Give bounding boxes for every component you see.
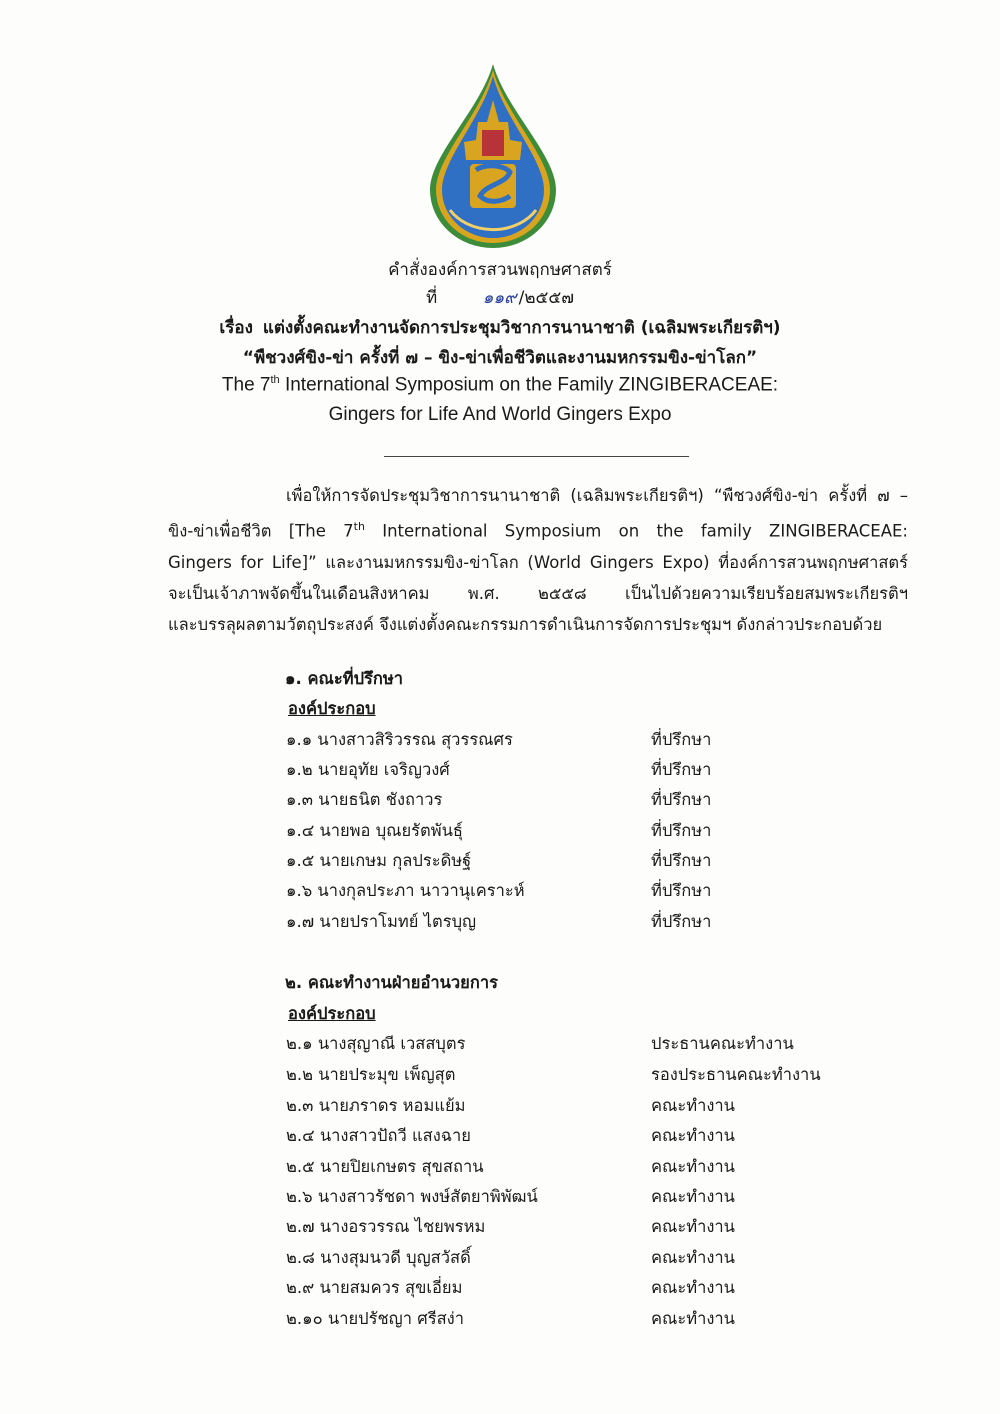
member-row [286, 727, 846, 755]
member-row [286, 1245, 846, 1273]
member-name: ๒.๓ นายภราดร หอมแย้ม [286, 1096, 466, 1115]
body-line-1: เพื่อให้การจัดประชุมวิชาการนานาชาติ (เฉลิมพระเกียรติฯ) “พืชวงศ์ขิง-ข่า ครั้งที่ ๗ – [286, 486, 908, 505]
member-row [286, 1062, 846, 1090]
member-row [286, 1093, 846, 1121]
divider-rule [384, 456, 689, 457]
member-role: คณะทำงาน [651, 1096, 735, 1115]
member-name: ๒.๒ นายประมุข เพ็ญสุต [286, 1065, 456, 1084]
english-title-pre: The 7 [221, 374, 271, 396]
member-name: ๑.๖ นางกุลประภา นาวานุเคราะห์ [286, 881, 525, 900]
subject-line-2: “พืชวงศ์ขิง-ข่า ครั้งที่ ๗ – ขิง-ข่าเพื่อชีวิตและงานมหกรรมขิง-ข่าโลก” [242, 348, 758, 368]
member-row [286, 1123, 846, 1151]
member-role: คณะทำงาน [651, 1126, 735, 1145]
member-row [286, 909, 846, 937]
member-role: คณะทำงาน [651, 1187, 735, 1206]
member-name: ๑.๒ นายอุทัย เจริญวงศ์ [286, 760, 450, 779]
order-number-line [0, 284, 1000, 311]
member-role: รองประธานคณะทำงาน [651, 1065, 821, 1084]
member-role: ที่ปรึกษา [651, 821, 712, 840]
body-line-2-pre: ขิง-ข่าเพื่อชีวิต [The 7 [168, 521, 354, 541]
member-role: ที่ปรึกษา [651, 912, 712, 931]
member-name: ๒.๕ นายปิยเกษตร สุขสถาน [286, 1157, 484, 1176]
body-line-4: จะเป็นเจ้าภาพจัดขึ้นในเดือนสิงหาคม พ.ศ. ๒๕๕๘ เป็นไปด้วยความเรียบร้อยสมพระเกียรติฯ [168, 583, 908, 603]
member-row [286, 787, 846, 815]
member-name: ๑.๓ นายธนิต ชังถาวร [286, 790, 443, 809]
section-1-title: ๑. คณะที่ปรึกษา [285, 669, 404, 688]
member-row [286, 1184, 846, 1212]
english-title-sup: th [270, 374, 280, 386]
member-name: ๑.๕ นายเกษม กุลประดิษฐ์ [286, 851, 472, 870]
member-role: ที่ปรึกษา [651, 760, 712, 779]
member-name: ๒.๘ นางสุมนวดี บุญสวัสดิ์ [286, 1248, 471, 1267]
member-row [286, 1306, 846, 1334]
body-line-2 [168, 511, 908, 547]
member-role: ที่ปรึกษา [651, 881, 712, 900]
member-role: คณะทำงาน [651, 1278, 735, 1297]
member-row [286, 1031, 846, 1059]
member-name: ๒.๑๐ นายปรัชญา ศรีสง่า [286, 1309, 464, 1328]
member-row [286, 757, 846, 785]
order-year: /๒๕๕๗ [518, 288, 575, 308]
subject-label: เรื่อง [219, 318, 253, 338]
member-row [286, 1214, 846, 1242]
english-title-post: International Symposium on the Family ZINGIBERACEAE: [279, 374, 779, 396]
member-name: ๒.๙ นายสมควร สุขเอี่ยม [286, 1278, 463, 1297]
member-name: ๑.๔ นายพอ บุณยรัตพันธุ์ [286, 821, 463, 840]
body-line-2-sup: th [353, 520, 365, 533]
member-row [286, 1154, 846, 1182]
body-line-2-post: International Symposium on the family ZINGIBERACEAE: [364, 521, 908, 541]
body-line-3: Gingers for Life]” และงานมหกรรมขิง-ข่าโลก (World Gingers Expo) ที่องค์การสวนพฤกษศาสตร์ [168, 552, 908, 572]
member-role: ที่ปรึกษา [651, 730, 712, 749]
section-2-composition: องค์ประกอบ [288, 1004, 376, 1023]
member-name: ๒.๔ นางสาวปัถวี แสงฉาย [286, 1126, 471, 1145]
member-row [286, 818, 846, 846]
order-number-label: ที่ [425, 288, 438, 308]
member-role: ที่ปรึกษา [651, 790, 712, 809]
member-name: ๒.๗ นางอรวรรณ ไชยพรหม [286, 1217, 486, 1236]
member-row [286, 848, 846, 876]
member-row [286, 1275, 846, 1303]
member-name: ๑.๗ นายปราโมทย์ ไตรบุญ [286, 912, 477, 931]
order-number-handwritten: ๑๑๙ [482, 288, 517, 308]
body-paragraph [168, 480, 908, 640]
order-title: คำสั่งองค์การสวนพฤกษศาสตร์ [388, 260, 612, 280]
member-role: คณะทำงาน [651, 1217, 735, 1236]
member-role: ประธานคณะทำงาน [651, 1034, 794, 1053]
member-name: ๒.๑ นางสุญาณี เวสสบุตร [286, 1034, 466, 1053]
member-name: ๒.๖ นางสาวรัชดา พงษ์สัตยาพิพัฒน์ [286, 1187, 538, 1206]
organization-logo [426, 60, 560, 252]
member-row [286, 878, 846, 906]
section-1-composition: องค์ประกอบ [288, 699, 376, 718]
member-role: ที่ปรึกษา [651, 851, 712, 870]
english-title-line-2: Gingers for Life And World Gingers Expo [328, 404, 672, 425]
member-role: คณะทำงาน [651, 1309, 735, 1328]
member-role: คณะทำงาน [651, 1248, 735, 1267]
section-2-title: ๒. คณะทำงานฝ่ายอำนวยการ [285, 973, 498, 992]
english-title-line-1 [0, 374, 1000, 396]
body-line-5: และบรรลุผลตามวัตถุประสงค์ จึงแต่งตั้งคณะกรรมการดำเนินการจัดการประชุมฯ ดังกล่าวประกอบด้วย [168, 614, 883, 634]
member-name: ๑.๑ นางสาวสิริวรรณ สุวรรณศร [286, 730, 513, 749]
member-role: คณะทำงาน [651, 1157, 735, 1176]
subject-text: แต่งตั้งคณะทำงานจัดการประชุมวิชาการนานาชาติ (เฉลิมพระเกียรติฯ) [262, 318, 781, 338]
subject-line [0, 314, 1000, 341]
